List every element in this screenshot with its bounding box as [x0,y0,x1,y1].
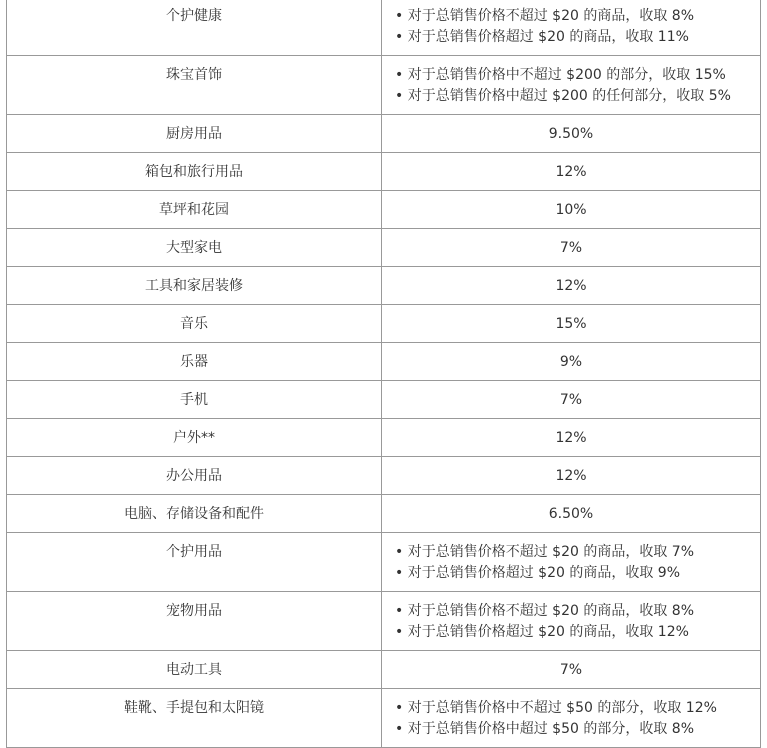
table-row [7,0,761,56]
rate-list-cell [382,56,761,115]
table-row [7,689,761,748]
table-row [7,381,761,419]
rate-cell: 12% [382,419,761,457]
rate-bullet-item: • 对于总销售价格中超过 $200 的任何部分，收取 5% [395,86,760,107]
table-row [7,115,761,153]
table-row [7,56,761,115]
table-row [7,592,761,651]
rate-list-cell [382,592,761,651]
rate-list-cell [382,533,761,592]
rate-cell: 7% [382,229,761,267]
table-row [7,229,761,267]
rate-bullet-item: • 对于总销售价格超过 $20 的商品，收取 11% [395,27,760,48]
category-cell: 工具和家居装修 [7,267,382,305]
category-cell: 办公用品 [7,457,382,495]
rate-cell: 10% [382,191,761,229]
category-cell: 乐器 [7,343,382,381]
fee-table-body [7,0,761,748]
table-row [7,419,761,457]
rate-cell: 9.50% [382,115,761,153]
rate-cell: 6.50% [382,495,761,533]
rate-cell: 12% [382,457,761,495]
category-cell: 大型家电 [7,229,382,267]
table-row [7,305,761,343]
rate-bullet-item: • 对于总销售价格超过 $20 的商品，收取 12% [395,622,760,643]
table-row [7,267,761,305]
category-cell: 手机 [7,381,382,419]
category-cell: 鞋靴、手提包和太阳镜 [7,689,382,748]
table-row [7,533,761,592]
rate-bullet-item: • 对于总销售价格不超过 $20 的商品，收取 8% [395,6,760,27]
category-cell: 电脑、存储设备和配件 [7,495,382,533]
rate-list-cell [382,689,761,748]
fee-rate-table [6,0,761,748]
rate-bullet-item: • 对于总销售价格不超过 $20 的商品，收取 7% [395,542,760,563]
table-row [7,343,761,381]
rate-cell: 7% [382,651,761,689]
rate-cell: 15% [382,305,761,343]
table-row [7,191,761,229]
rate-cell: 12% [382,267,761,305]
rate-bullet-item: • 对于总销售价格中超过 $50 的部分，收取 8% [395,719,760,740]
category-cell: 箱包和旅行用品 [7,153,382,191]
category-cell: 厨房用品 [7,115,382,153]
category-cell: 户外** [7,419,382,457]
rate-cell: 9% [382,343,761,381]
rate-list-cell [382,0,761,56]
category-cell: 珠宝首饰 [7,56,382,115]
category-cell: 个护用品 [7,533,382,592]
rate-bullet-item: • 对于总销售价格超过 $20 的商品，收取 9% [395,563,760,584]
rate-cell: 12% [382,153,761,191]
rate-bullet-item: • 对于总销售价格中不超过 $50 的部分，收取 12% [395,698,760,719]
rate-cell: 7% [382,381,761,419]
category-cell: 草坪和花园 [7,191,382,229]
table-row [7,153,761,191]
category-cell: 宠物用品 [7,592,382,651]
table-row [7,495,761,533]
table-row [7,457,761,495]
rate-bullet-item: • 对于总销售价格中不超过 $200 的部分，收取 15% [395,65,760,86]
category-cell: 音乐 [7,305,382,343]
category-cell: 个护健康 [7,0,382,56]
table-row [7,651,761,689]
category-cell: 电动工具 [7,651,382,689]
rate-bullet-item: • 对于总销售价格不超过 $20 的商品，收取 8% [395,601,760,622]
